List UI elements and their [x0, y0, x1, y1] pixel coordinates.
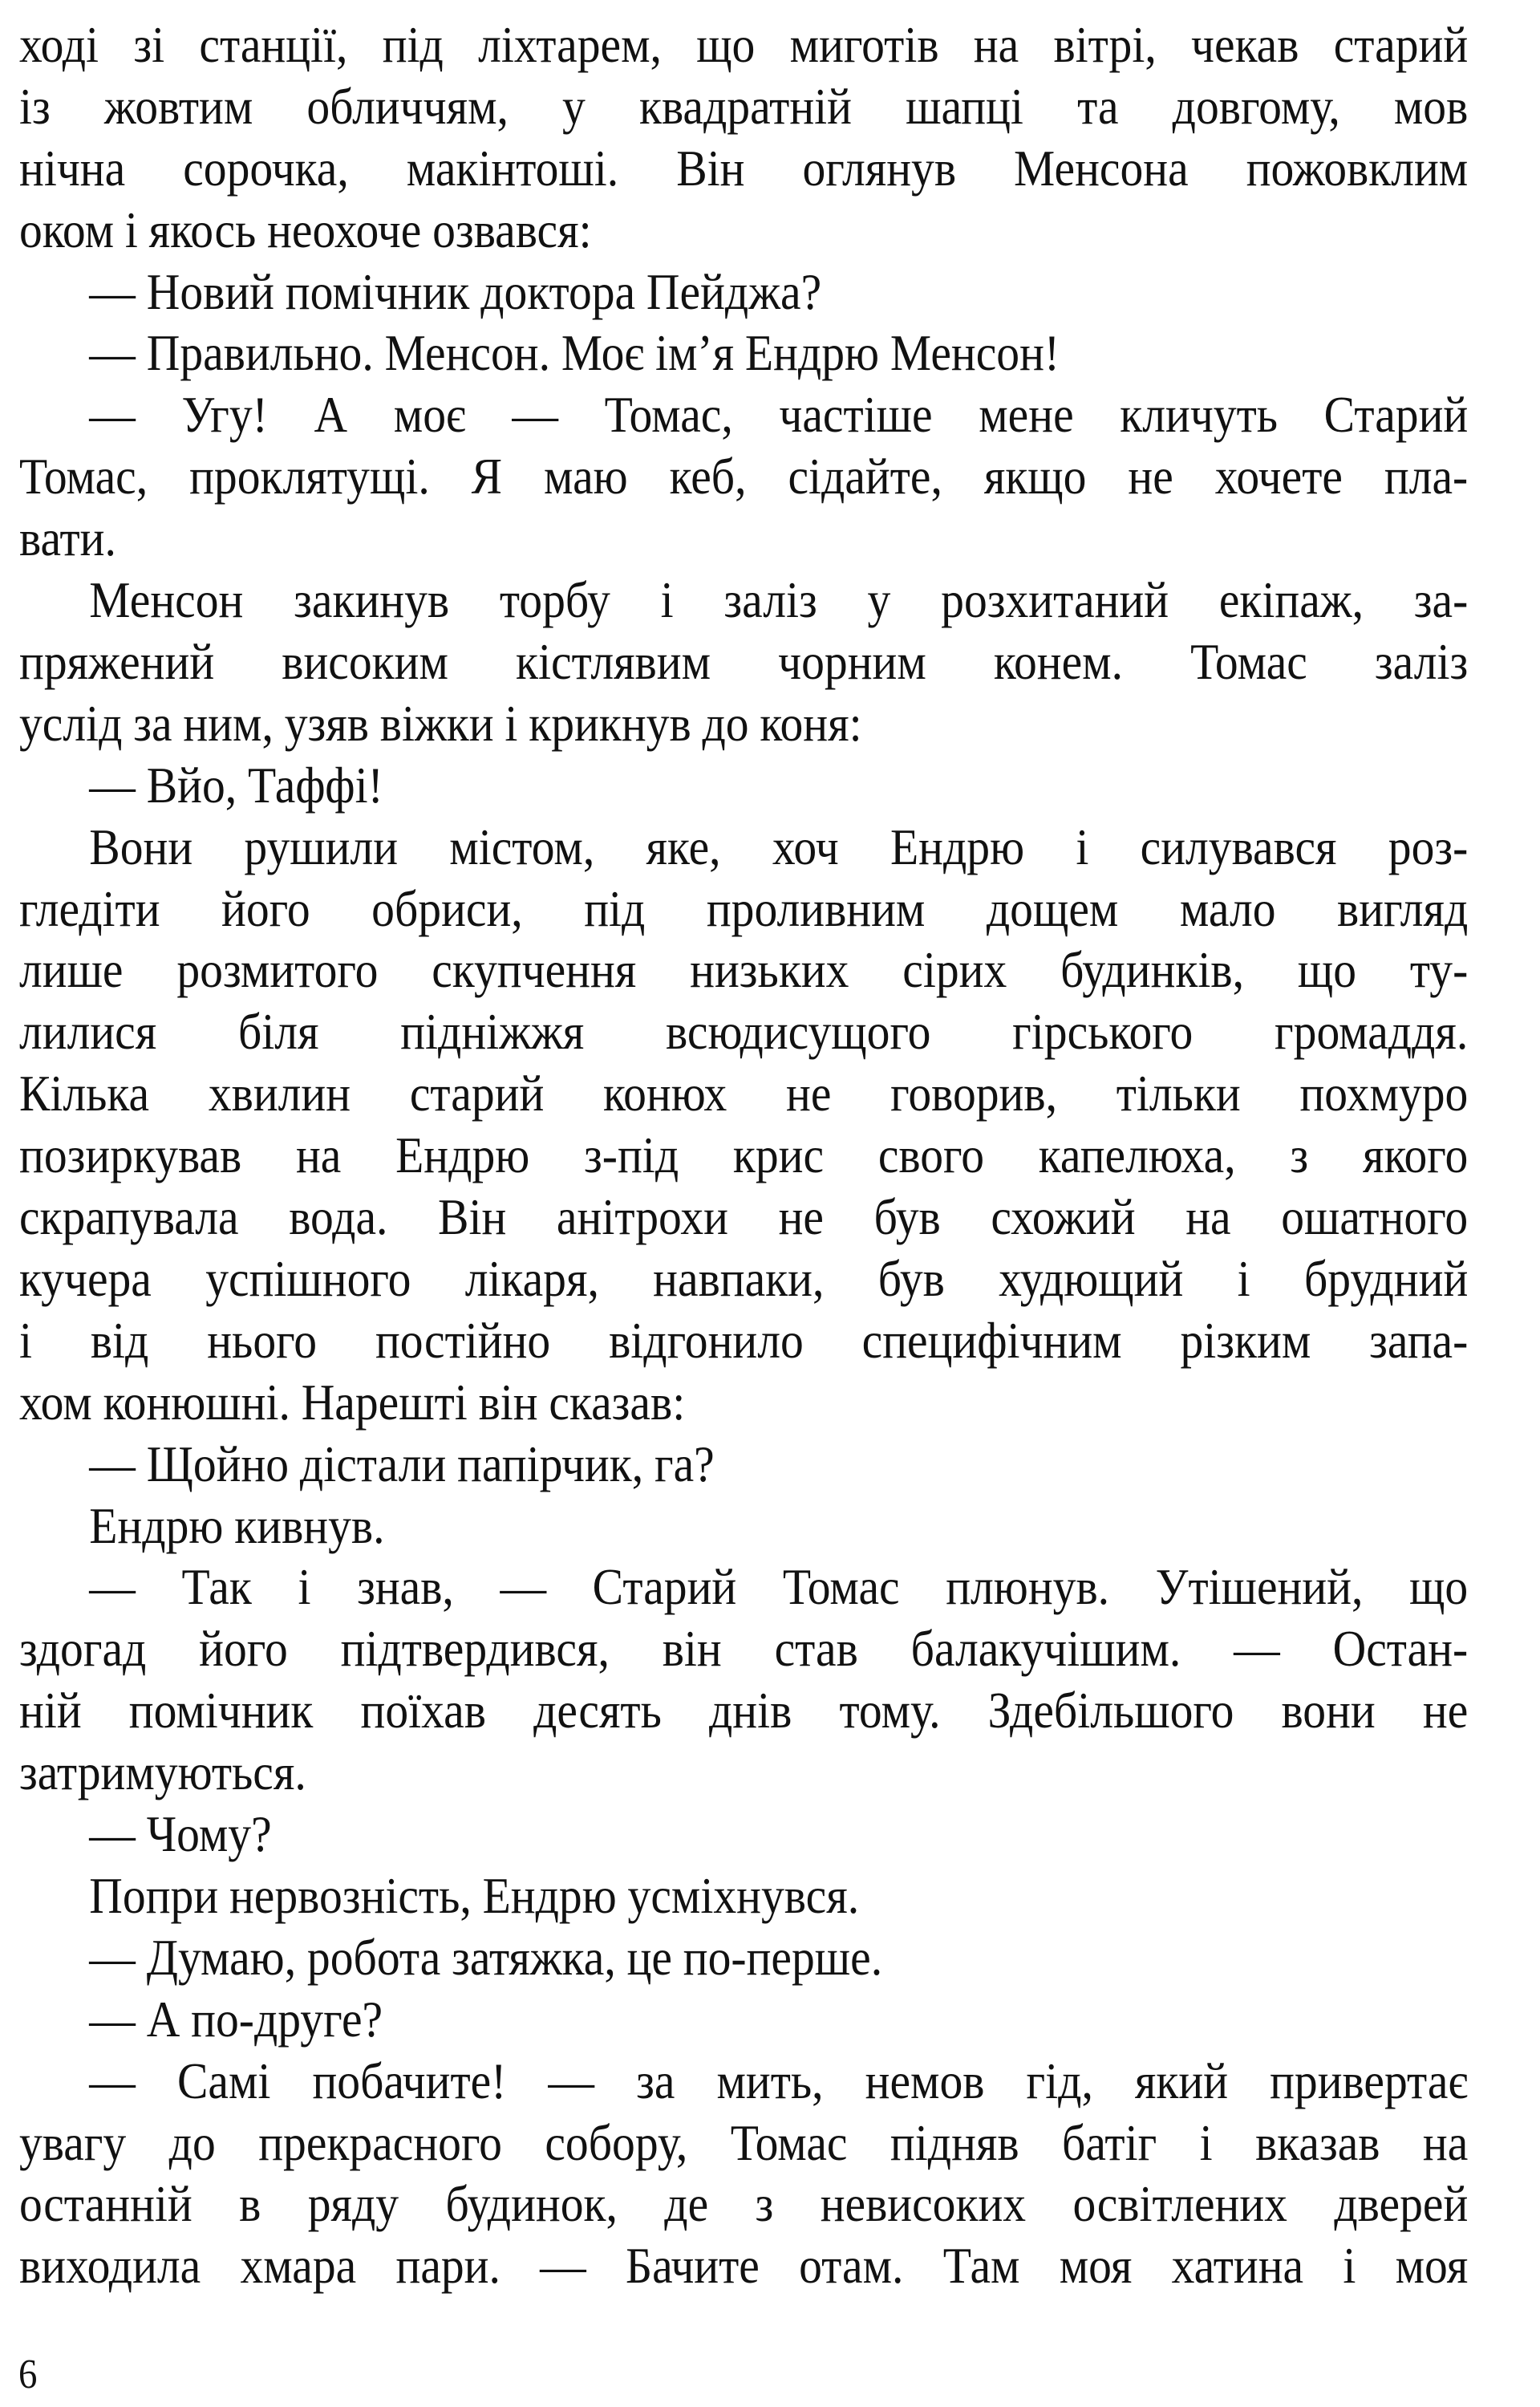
word: — — [89, 1558, 136, 1616]
word: під — [382, 15, 444, 73]
word: вони — [1281, 1682, 1376, 1739]
word: хом — [19, 1373, 92, 1431]
word: був — [877, 1249, 945, 1307]
text-line — [19, 1249, 1469, 1315]
word: Так — [181, 1558, 252, 1616]
word: А — [314, 386, 348, 444]
word: Новий — [146, 262, 274, 320]
word: Ендрю — [890, 818, 1025, 875]
word: став — [774, 1620, 858, 1678]
word: нього — [207, 1311, 318, 1369]
word: услід — [19, 694, 123, 752]
word: якось — [148, 201, 257, 258]
word: Моє — [561, 324, 645, 382]
word: за — [133, 694, 172, 752]
word: немов — [865, 2052, 985, 2109]
word: Угу! — [181, 386, 268, 444]
word: гід, — [1026, 2052, 1093, 2109]
word: прекрасного — [258, 2113, 502, 2171]
word: ліхтарем, — [478, 15, 662, 73]
word: у — [867, 571, 891, 629]
word: макінтоші. — [406, 139, 619, 197]
word: сірих — [902, 941, 1007, 999]
word: проливним — [706, 879, 926, 937]
word: Менсон! — [890, 324, 1060, 382]
text-line — [19, 448, 1469, 513]
text-line — [89, 324, 1060, 389]
word: тому. — [839, 1682, 941, 1739]
word: знав, — [357, 1558, 454, 1616]
word: говорив, — [890, 1065, 1057, 1122]
word: скупчення — [432, 941, 637, 999]
word: станції, — [199, 15, 348, 73]
word: Правильно. — [146, 324, 374, 382]
word: старий — [1333, 15, 1469, 73]
text-line — [19, 879, 1469, 945]
word: запа- — [1369, 1311, 1469, 1369]
text-line — [19, 1620, 1469, 1685]
word: похмуро — [1299, 1065, 1469, 1122]
word: і — [1343, 2237, 1356, 2295]
word: Ендрю — [482, 1866, 617, 1924]
word: різким — [1180, 1311, 1311, 1369]
word: до — [168, 2113, 216, 2171]
word: робота — [306, 1928, 441, 1986]
word: пожовклим — [1246, 139, 1469, 197]
text-line — [89, 818, 1469, 883]
text-line — [19, 1126, 1469, 1191]
text-line — [19, 1065, 1469, 1130]
word: не — [778, 1188, 824, 1246]
word: отам. — [799, 2237, 904, 2295]
word: якщо — [983, 448, 1087, 505]
word: вати. — [19, 509, 116, 567]
word: затримуються. — [19, 1743, 306, 1801]
word: лікаря, — [464, 1249, 599, 1307]
word: усміхнувся. — [627, 1866, 860, 1924]
word: всюдисущого — [666, 1003, 931, 1061]
word: Думаю, — [146, 1928, 297, 1986]
word: ній — [19, 1682, 82, 1739]
word: мить, — [716, 2052, 824, 2109]
word: обличчям, — [306, 77, 509, 135]
word: специфічним — [861, 1311, 1122, 1369]
text-line — [89, 571, 1469, 636]
word: озвався: — [432, 201, 592, 258]
word: узяв — [284, 694, 369, 752]
word: сорочка, — [183, 139, 349, 197]
word: помічник — [128, 1682, 314, 1739]
word: Здебільшого — [987, 1682, 1234, 1739]
word: він — [478, 1373, 538, 1431]
word: Бачите — [626, 2237, 760, 2295]
word: чорним — [778, 632, 926, 690]
word: брудний — [1303, 1249, 1469, 1307]
word: кучера — [19, 1249, 152, 1307]
word: моя — [1395, 2237, 1469, 2295]
word: — — [89, 1928, 136, 1986]
word: Пейджа? — [646, 262, 822, 320]
word: з-під — [584, 1126, 679, 1184]
word: неохоче — [267, 201, 422, 258]
word: проклятущі. — [189, 448, 430, 505]
text-line — [19, 77, 1469, 143]
word: крис — [732, 1126, 825, 1184]
word: екіпаж, — [1218, 571, 1364, 629]
word: хвилин — [208, 1065, 351, 1122]
word: мене — [979, 386, 1074, 444]
word: вітрі, — [1053, 15, 1157, 73]
word: на — [1185, 1188, 1231, 1246]
word: рушили — [244, 818, 399, 875]
text-line — [89, 1558, 1469, 1623]
page-number: 6 — [18, 2352, 38, 2397]
text-line — [89, 386, 1469, 451]
word: Таффі! — [247, 756, 383, 814]
text-line — [19, 2113, 1469, 2179]
word: папірчик, — [457, 1435, 644, 1492]
word: і — [124, 201, 138, 258]
word: Старий — [592, 1558, 737, 1616]
word: днів — [709, 1682, 792, 1739]
word: хоч — [772, 818, 839, 875]
word: Остан- — [1332, 1620, 1469, 1678]
word: і — [660, 571, 674, 629]
word: до — [702, 694, 749, 752]
word: моє — [393, 386, 466, 444]
text-line — [89, 1990, 383, 2056]
text-line — [19, 1188, 1469, 1253]
word: високим — [282, 632, 448, 690]
word: балакучішим. — [910, 1620, 1181, 1678]
word: в — [239, 2175, 261, 2233]
word: Томас, — [604, 386, 733, 444]
text-line — [19, 509, 116, 574]
word: освітлених — [1072, 2175, 1287, 2233]
text-line — [19, 15, 1469, 81]
word: за- — [1413, 571, 1469, 629]
word: — — [512, 386, 558, 444]
word: капелюха, — [1038, 1126, 1236, 1184]
word: Ендрю — [89, 1496, 224, 1554]
word: моя — [1059, 2237, 1133, 2295]
word: і — [298, 1558, 311, 1616]
word: невисоких — [820, 2175, 1027, 2233]
word: який — [1134, 2052, 1229, 2109]
word: позиркував — [19, 1126, 242, 1184]
word: тільки — [1116, 1065, 1241, 1122]
word: дощем — [986, 879, 1119, 937]
word: довгому, — [1172, 77, 1340, 135]
word: і — [1199, 2113, 1213, 2171]
word: не — [1128, 448, 1173, 505]
word: Попри — [89, 1866, 219, 1924]
word: крикнув — [529, 694, 691, 752]
text-line — [19, 1003, 1469, 1068]
text-line — [19, 694, 862, 760]
word: Нарешті — [301, 1373, 468, 1431]
word: Менсон — [89, 571, 244, 629]
word: кивнув. — [234, 1496, 385, 1554]
word: не — [1422, 1682, 1469, 1739]
word: пла- — [1384, 448, 1469, 505]
word: торбу — [499, 571, 610, 629]
word: — — [89, 324, 136, 382]
word: Менсона — [1014, 139, 1189, 197]
word: і — [1076, 818, 1089, 875]
word: анітрохи — [556, 1188, 728, 1246]
word: під — [584, 879, 646, 937]
word: привертає — [1270, 2052, 1469, 2109]
word: здогад — [19, 1620, 147, 1678]
word: Утішений, — [1155, 1558, 1364, 1616]
word: — — [500, 1558, 547, 1616]
word: Там — [942, 2237, 1020, 2295]
word: силувався — [1140, 818, 1337, 875]
word: розхитаний — [941, 571, 1169, 629]
word: миготів — [789, 15, 939, 73]
word: чекав — [1191, 15, 1299, 73]
word: і — [505, 694, 518, 752]
word: за — [636, 2052, 675, 2109]
text-line — [89, 756, 383, 822]
word: із — [19, 77, 51, 135]
word: плюнув. — [946, 1558, 1110, 1616]
word: га? — [654, 1435, 715, 1492]
word: будинків, — [1060, 941, 1244, 999]
word: по-перше. — [683, 1928, 883, 1986]
word: — — [89, 1435, 136, 1492]
word: лише — [19, 941, 124, 999]
word: — — [540, 2237, 586, 2295]
word: кеб, — [669, 448, 747, 505]
word: увагу — [19, 2113, 127, 2171]
word: Кілька — [19, 1065, 150, 1122]
word: хмара — [240, 2237, 357, 2295]
word: Вони — [89, 818, 193, 875]
word: А — [146, 1990, 180, 2048]
word: віжки — [379, 694, 494, 752]
word: Томас — [1190, 632, 1307, 690]
word: успішного — [205, 1249, 411, 1307]
word: заліз — [1374, 632, 1469, 690]
word: громаддя. — [1275, 1003, 1469, 1061]
word: — — [89, 262, 136, 320]
word: помічник — [285, 262, 470, 320]
word: свого — [877, 1126, 985, 1184]
word: оком — [19, 201, 115, 258]
word: гледіти — [19, 879, 160, 937]
word: Він — [676, 139, 745, 197]
word: кістлявим — [516, 632, 711, 690]
word: хочете — [1214, 448, 1343, 505]
word: — — [548, 2052, 595, 2109]
word: останній — [19, 2175, 192, 2233]
word: побачите! — [312, 2052, 507, 2109]
word: скрапувала — [19, 1188, 239, 1246]
word: худющий — [999, 1249, 1184, 1307]
word: він — [662, 1620, 722, 1678]
word: кличуть — [1120, 386, 1279, 444]
word: вигляд — [1337, 879, 1469, 937]
word: — — [89, 2052, 136, 2109]
word: на — [295, 1126, 342, 1184]
word: підняв — [890, 2113, 1019, 2171]
word: — — [89, 1990, 136, 2048]
text-line — [89, 1866, 860, 1932]
word: Щойно — [146, 1435, 290, 1492]
word: у — [562, 77, 586, 135]
word: обриси, — [371, 879, 523, 937]
word: ряду — [307, 2175, 399, 2233]
word: по-друге? — [191, 1990, 383, 2048]
word: батіг — [1062, 2113, 1157, 2171]
word: сідайте, — [788, 448, 942, 505]
word: Томас — [730, 2113, 848, 2171]
word: що — [1409, 1558, 1469, 1616]
word: з — [1290, 1126, 1309, 1184]
word: був — [873, 1188, 941, 1246]
word: зі — [133, 15, 165, 73]
word: на — [973, 15, 1019, 73]
word: десять — [533, 1682, 662, 1739]
word: ході — [19, 15, 99, 73]
word: дверей — [1334, 2175, 1469, 2233]
word: вказав — [1255, 2113, 1380, 2171]
word: ту- — [1409, 941, 1469, 999]
word: собору, — [545, 2113, 688, 2171]
text-line — [89, 1496, 385, 1562]
word: Менсон. — [384, 324, 551, 382]
word: Томас — [782, 1558, 900, 1616]
word: — — [89, 1805, 136, 1863]
word: мов — [1393, 77, 1469, 135]
word: мало — [1179, 879, 1276, 937]
text-line — [19, 2175, 1469, 2240]
word: коня: — [760, 694, 862, 752]
word: конем. — [993, 632, 1123, 690]
word: Ендрю — [395, 1126, 530, 1184]
word: не — [786, 1065, 832, 1122]
word: поїхав — [360, 1682, 486, 1739]
word: відгонило — [609, 1311, 804, 1369]
word: заліз — [723, 571, 817, 629]
word: конюшні. — [103, 1373, 290, 1431]
word: містом, — [449, 818, 595, 875]
word: Ендрю — [744, 324, 880, 382]
word: навпаки, — [653, 1249, 825, 1307]
word: і — [1237, 1249, 1250, 1307]
word: частіше — [779, 386, 933, 444]
word: Самі — [176, 2052, 271, 2109]
word: його — [199, 1620, 288, 1678]
text-line — [19, 139, 1469, 205]
word: якого — [1362, 1126, 1469, 1184]
word: Чому? — [146, 1805, 272, 1863]
word: з — [755, 2175, 774, 2233]
word: гірського — [1012, 1003, 1194, 1061]
word: яке, — [646, 818, 721, 875]
word: що — [1297, 941, 1356, 999]
word: квадратній — [638, 77, 852, 135]
word: дістали — [299, 1435, 447, 1492]
word: низьких — [690, 941, 849, 999]
word: старий — [409, 1065, 545, 1122]
word: оглянув — [802, 139, 957, 197]
word: хатина — [1171, 2237, 1304, 2295]
word: нервозність, — [229, 1866, 472, 1924]
word: його — [221, 879, 310, 937]
word: від — [90, 1311, 149, 1369]
word: Вйо, — [146, 756, 237, 814]
word: на — [1422, 2113, 1469, 2171]
text-line — [89, 262, 822, 328]
word: і — [19, 1311, 33, 1369]
text-line — [19, 1682, 1469, 1747]
word: Томас, — [19, 448, 148, 505]
word: — — [89, 386, 136, 444]
word: що — [696, 15, 756, 73]
text-line — [19, 632, 1469, 698]
word: роз- — [1388, 818, 1469, 875]
word: розмитого — [176, 941, 379, 999]
word: Старий — [1323, 386, 1469, 444]
word: сказав: — [549, 1373, 686, 1431]
word: біля — [237, 1003, 319, 1061]
text-line — [89, 1435, 715, 1500]
text-line — [19, 1743, 306, 1808]
word: схожий — [991, 1188, 1136, 1246]
word: пари. — [395, 2237, 500, 2295]
text-line — [89, 2052, 1469, 2117]
word: та — [1077, 77, 1119, 135]
word: лилися — [19, 1003, 157, 1061]
word: шапці — [906, 77, 1023, 135]
word: ім’я — [654, 324, 735, 382]
word: затяжка, — [452, 1928, 616, 1986]
text-line — [19, 2237, 1469, 2302]
word: жовтим — [103, 77, 253, 135]
text-line — [89, 1805, 272, 1870]
text-line — [19, 941, 1469, 1006]
word: маю — [544, 448, 628, 505]
word: Я — [471, 448, 503, 505]
word: підтвердився, — [340, 1620, 610, 1678]
word: ним, — [183, 694, 274, 752]
word: — — [89, 756, 136, 814]
word: підніжжя — [400, 1003, 585, 1061]
word: де — [664, 2175, 709, 2233]
word: доктора — [480, 262, 636, 320]
word: виходила — [19, 2237, 201, 2295]
text-line — [89, 1928, 883, 1994]
text-line — [19, 201, 592, 266]
word: це — [626, 1928, 672, 1986]
text-line — [19, 1373, 686, 1439]
word: ошатного — [1281, 1188, 1469, 1246]
word: вода. — [289, 1188, 388, 1246]
word: закинув — [294, 571, 450, 629]
word: нічна — [19, 139, 126, 197]
word: постійно — [375, 1311, 551, 1369]
word: конюх — [603, 1065, 727, 1122]
word: пряжений — [19, 632, 215, 690]
word: будинок, — [445, 2175, 618, 2233]
word: Він — [438, 1188, 507, 1246]
word: — — [1234, 1620, 1280, 1678]
text-line — [19, 1311, 1469, 1377]
